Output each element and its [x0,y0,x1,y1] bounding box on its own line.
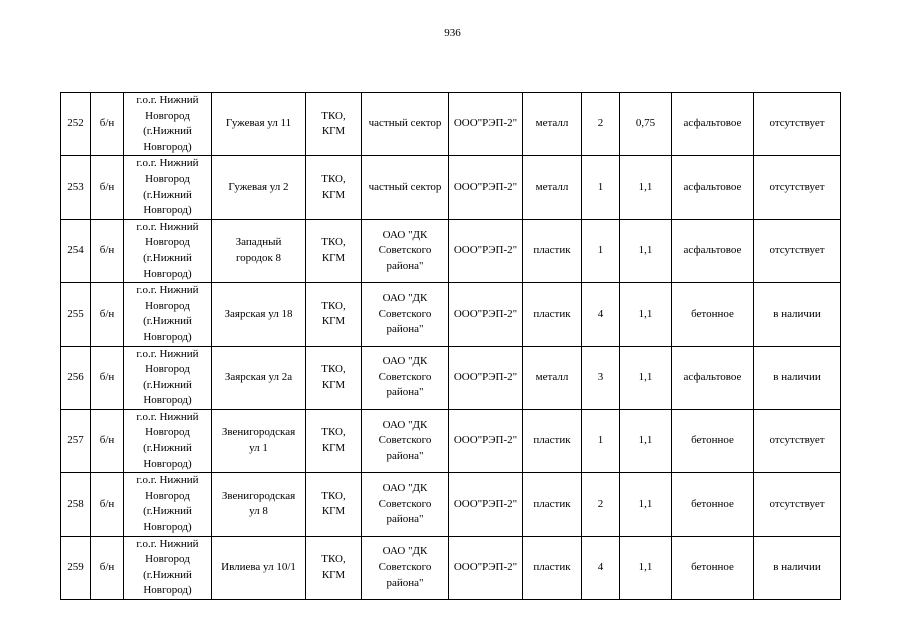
cell-count: 1 [582,409,620,472]
cell-waste-type [306,536,362,599]
cell-operator: ООО"РЭП-2" [449,409,523,472]
cell-house: б/н [91,409,124,472]
cell-address [212,93,306,156]
table-row [61,93,841,156]
cell-owner [362,346,449,409]
cell-line: городок 8 [235,251,282,264]
cell-volume: 1,1 [620,219,672,282]
cell-material: пластик [523,473,582,536]
cell-waste-type [306,93,362,156]
cell-district [124,346,212,409]
cell-owner [362,93,449,156]
cell-line: Новгород [145,426,190,439]
cell-line: Новгород [145,236,190,249]
cell-waste-type [306,409,362,472]
cell-operator: ООО"РЭП-2" [449,346,523,409]
cell-count: 1 [582,156,620,219]
cell-volume: 1,1 [620,156,672,219]
cell-line: Гужевая ул 2 [228,180,289,193]
cell-house: б/н [91,473,124,536]
cell-fence: отсутствует [754,409,841,472]
cell-line: Ивлиева ул 10/1 [221,561,296,574]
cell-house: б/н [91,283,124,346]
cell-line: Новгород [145,172,190,185]
cell-address [212,409,306,472]
cell-fence: отсутствует [754,93,841,156]
cell-line: ТКО, [321,489,346,502]
cell-line: КГМ [321,442,346,455]
cell-line: Советского [378,561,432,574]
cell-owner [362,219,449,282]
cell-line: Гужевая ул 11 [225,117,292,130]
cell-waste-type [306,156,362,219]
cell-no: 256 [61,346,91,409]
cell-district [124,536,212,599]
cell-line: (г.Нижний [143,315,192,328]
cell-line: Новгород) [143,204,192,217]
cell-district [124,219,212,282]
cell-material: металл [523,346,582,409]
cell-line: ТКО, [321,299,346,312]
cell-line: (г.Нижний [143,251,192,264]
cell-operator: ООО"РЭП-2" [449,536,523,599]
cell-count: 1 [582,219,620,282]
cell-line: КГМ [321,125,346,138]
cell-material: пластик [523,283,582,346]
cell-fence: отсутствует [754,473,841,536]
cell-fence: отсутствует [754,219,841,282]
cell-line: (г.Нижний [143,378,192,391]
cell-line: Новгород) [143,521,192,534]
cell-line: г.о.г. Нижний [136,94,199,106]
cell-line: Новгород) [143,267,192,280]
cell-line: частный сектор [368,180,442,193]
cell-line: Советского [378,497,432,510]
cell-no: 252 [61,93,91,156]
cell-address [212,536,306,599]
cell-material: металл [523,156,582,219]
cell-line: ТКО, [321,172,346,185]
cell-district [124,283,212,346]
cell-volume: 1,1 [620,283,672,346]
cell-line: Советского [378,307,432,320]
cell-count: 4 [582,283,620,346]
cell-no: 257 [61,409,91,472]
cell-surface: бетонное [672,473,754,536]
cell-no: 254 [61,219,91,282]
cell-line: ул 8 [249,505,268,518]
page-number: 936 [444,27,461,39]
table-row [61,283,841,346]
cell-line: ТКО, [321,236,346,249]
cell-owner [362,473,449,536]
cell-line: Новгород [145,553,190,566]
cell-line: района" [386,386,424,399]
cell-line: частный сектор [368,117,442,130]
cell-line: г.о.г. Нижний [136,410,199,423]
cell-line: района" [386,323,424,336]
cell-surface: асфальтовое [672,346,754,409]
cell-volume: 0,75 [620,93,672,156]
cell-line: Новгород [145,109,190,122]
cell-owner [362,283,449,346]
cell-line: района" [386,449,424,462]
cell-line: ТКО, [321,363,346,376]
cell-count: 2 [582,473,620,536]
cell-owner [362,536,449,599]
cell-fence: в наличии [754,346,841,409]
table-row [61,156,841,219]
cell-line: г.о.г. Нижний [136,220,199,233]
cell-surface: асфальтовое [672,219,754,282]
cell-surface: бетонное [672,283,754,346]
cell-line: Советского [378,370,432,383]
cell-surface: асфальтовое [672,156,754,219]
table-row [61,346,841,409]
cell-material: пластик [523,409,582,472]
cell-line: Заярская ул 2а [224,370,293,383]
cell-operator: ООО"РЭП-2" [449,93,523,156]
cell-line: Заярская ул 18 [224,307,293,320]
cell-count: 4 [582,536,620,599]
cell-address [212,156,306,219]
cell-house: б/н [91,93,124,156]
cell-no: 258 [61,473,91,536]
table-row [61,536,841,599]
table-body [61,93,841,600]
cell-material: пластик [523,536,582,599]
cell-line: Новгород) [143,584,192,597]
cell-no: 255 [61,283,91,346]
cell-line: Звенигородская [221,489,296,502]
cell-volume: 1,1 [620,536,672,599]
cell-line: г.о.г. Нижний [136,537,199,550]
cell-address [212,346,306,409]
cell-line: ОАО "ДК [382,482,428,495]
cell-line: (г.Нижний [143,125,192,138]
cell-address [212,283,306,346]
cell-line: ул 1 [249,442,268,455]
cell-line: ОАО "ДК [382,418,428,431]
cell-line: Новгород) [143,457,192,470]
cell-line: КГМ [321,505,346,518]
cell-house: б/н [91,536,124,599]
cell-line: (г.Нижний [143,442,192,455]
cell-line: ОАО "ДК [382,291,428,304]
cell-line: Новгород [145,489,190,502]
waste-site-table [60,92,841,600]
cell-line: Новгород [145,363,190,376]
cell-line: ОАО "ДК [382,545,428,558]
cell-waste-type [306,346,362,409]
cell-line: Новгород) [143,330,192,343]
cell-district [124,93,212,156]
cell-line: Новгород) [143,140,192,153]
cell-line: района" [386,513,424,526]
cell-line: Звенигородская [221,426,296,439]
cell-line: ТКО, [321,109,346,122]
cell-owner [362,156,449,219]
cell-fence: в наличии [754,283,841,346]
cell-operator: ООО"РЭП-2" [449,219,523,282]
cell-line: ОАО "ДК [382,228,428,241]
cell-line: г.о.г. Нижний [136,347,199,360]
table-row [61,219,841,282]
cell-material: металл [523,93,582,156]
cell-line: (г.Нижний [143,568,192,581]
cell-line: Новгород) [143,394,192,407]
cell-district [124,156,212,219]
cell-district [124,409,212,472]
cell-line: КГМ [321,251,346,264]
cell-line: (г.Нижний [143,505,192,518]
cell-volume: 1,1 [620,346,672,409]
cell-line: района" [386,576,424,589]
cell-line: Западный [235,236,282,249]
cell-line: КГМ [321,188,346,201]
cell-line: г.о.г. Нижний [136,474,199,487]
cell-no: 253 [61,156,91,219]
cell-surface: бетонное [672,409,754,472]
cell-address [212,219,306,282]
cell-operator: ООО"РЭП-2" [449,473,523,536]
cell-line: ТКО, [321,426,346,439]
cell-house: б/н [91,219,124,282]
cell-house: б/н [91,346,124,409]
cell-operator: ООО"РЭП-2" [449,156,523,219]
cell-line: КГМ [321,315,346,328]
cell-waste-type [306,219,362,282]
cell-line: ТКО, [321,553,346,566]
cell-fence: отсутствует [754,156,841,219]
cell-count: 3 [582,346,620,409]
cell-line: КГМ [321,378,346,391]
cell-line: Советского [378,434,432,447]
cell-line: ОАО "ДК [382,355,428,368]
cell-line: района" [386,259,424,272]
table-row [61,473,841,536]
cell-address [212,473,306,536]
cell-line: г.о.г. Нижний [136,284,199,297]
cell-line: КГМ [321,568,346,581]
cell-material: пластик [523,219,582,282]
cell-line: (г.Нижний [143,188,192,201]
cell-no: 259 [61,536,91,599]
cell-line: Советского [378,244,432,257]
cell-waste-type [306,283,362,346]
cell-line: Новгород [145,299,190,312]
cell-volume: 1,1 [620,473,672,536]
cell-waste-type [306,473,362,536]
cell-surface: бетонное [672,536,754,599]
cell-fence: в наличии [754,536,841,599]
cell-owner [362,409,449,472]
cell-district [124,473,212,536]
cell-volume: 1,1 [620,409,672,472]
cell-house: б/н [91,156,124,219]
cell-line: г.о.г. Нижний [136,157,199,170]
cell-count: 2 [582,93,620,156]
cell-surface: асфальтовое [672,93,754,156]
cell-operator: ООО"РЭП-2" [449,283,523,346]
table-row [61,409,841,472]
